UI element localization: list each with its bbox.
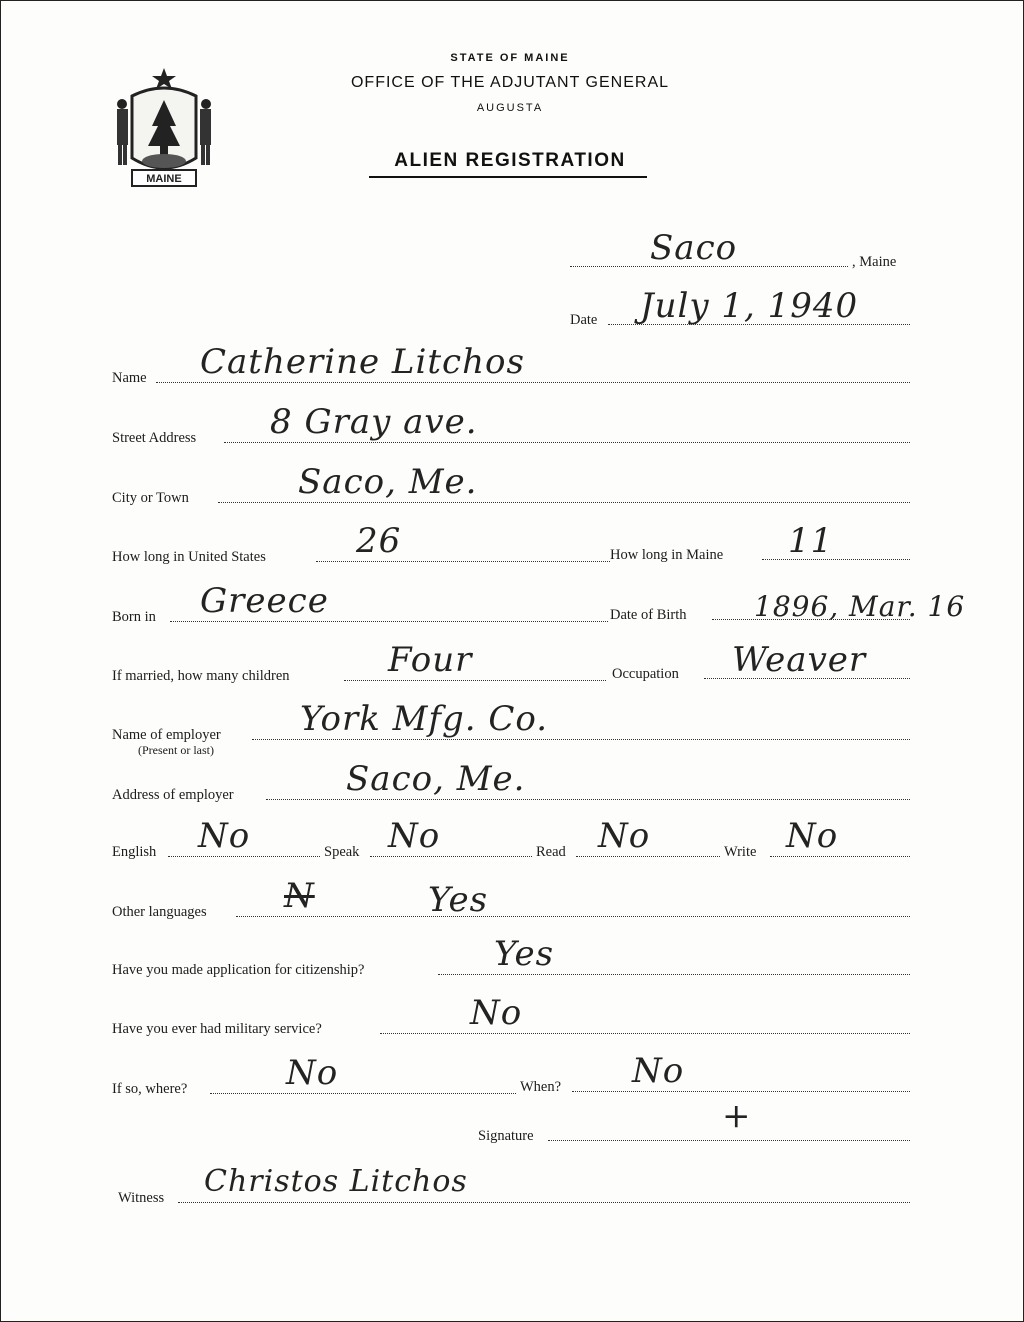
speak-entry: No: [388, 816, 441, 856]
where-line: [210, 1093, 516, 1094]
children-label: If married, how many children: [112, 668, 290, 684]
born-in-label: Born in: [112, 609, 156, 625]
english-label: English: [112, 844, 157, 860]
read-label: Read: [536, 844, 566, 860]
other-languages-line: [236, 916, 910, 917]
employer-line: [252, 739, 910, 740]
city-town-line: [218, 502, 910, 503]
citizenship-label: Have you made application for citizenship?: [112, 962, 365, 978]
witness-entry: Christos Litchos: [204, 1164, 468, 1199]
seal-banner-text: MAINE: [146, 173, 182, 185]
employer-entry: York Mfg. Co.: [300, 699, 549, 739]
how-long-us-line: [316, 561, 610, 562]
signature-mark: +: [722, 1096, 752, 1136]
street-label: Street Address: [112, 430, 197, 446]
military-line: [380, 1033, 910, 1034]
speak-line: [370, 856, 532, 857]
read-entry: No: [598, 816, 651, 856]
where-label: If so, where?: [112, 1081, 188, 1097]
how-long-maine-label: How long in Maine: [610, 547, 724, 563]
where-entry: No: [286, 1053, 339, 1093]
date-label: Date: [570, 312, 598, 328]
employer-address-label: Address of employer: [112, 787, 234, 803]
military-entry: No: [470, 993, 523, 1033]
date-entry: July 1, 1940: [640, 286, 859, 326]
city-heading: AUGUSTA: [476, 102, 544, 114]
children-entry: Four: [388, 640, 473, 680]
maine-label: , Maine: [852, 254, 897, 270]
witness-line: [178, 1202, 910, 1203]
office-heading: OFFICE OF THE ADJUTANT GENERAL: [350, 74, 670, 91]
signature-line: [548, 1140, 910, 1141]
read-line: [576, 856, 720, 857]
dob-label: Date of Birth: [610, 607, 687, 623]
town-entry: Saco: [650, 228, 738, 268]
when-label: When?: [520, 1079, 562, 1095]
speak-label: Speak: [324, 844, 360, 860]
employer-label: Name of employer: [112, 727, 221, 743]
military-label: Have you ever had military service?: [112, 1021, 322, 1037]
other-languages-entry: Yes: [428, 880, 489, 920]
citizenship-entry: Yes: [494, 934, 555, 974]
write-line: [770, 856, 910, 857]
how-long-maine-line: [762, 559, 910, 560]
how-long-maine-entry: 11: [788, 521, 834, 561]
signature-label: Signature: [478, 1128, 534, 1144]
street-line: [224, 442, 910, 443]
occupation-label: Occupation: [612, 666, 679, 682]
city-town-label: City or Town: [112, 490, 189, 506]
state-heading: STATE OF MAINE: [450, 52, 570, 64]
children-line: [344, 680, 606, 681]
other-languages-crossed-entry: N: [284, 876, 315, 916]
english-line: [168, 856, 320, 857]
other-languages-label: Other languages: [112, 904, 207, 920]
city-town-entry: Saco, Me.: [298, 462, 478, 502]
title-underline: [369, 176, 647, 178]
write-entry: No: [786, 816, 839, 856]
form-title: ALIEN REGISTRATION: [394, 150, 626, 171]
citizenship-line: [438, 974, 910, 975]
write-label: Write: [724, 844, 757, 860]
witness-label: Witness: [118, 1190, 165, 1206]
born-in-line: [170, 621, 608, 622]
street-entry: 8 Gray ave.: [270, 402, 478, 442]
employer-sublabel: (Present or last): [138, 743, 214, 757]
name-line: [156, 382, 910, 383]
employer-address-line: [266, 799, 910, 800]
name-entry: Catherine Litchos: [200, 342, 525, 382]
english-entry: No: [198, 816, 251, 856]
name-label: Name: [112, 370, 147, 386]
occupation-entry: Weaver: [732, 640, 867, 680]
when-entry: No: [632, 1051, 685, 1091]
when-line: [572, 1091, 910, 1092]
employer-address-entry: Saco, Me.: [346, 759, 526, 799]
born-in-entry: Greece: [200, 581, 329, 621]
how-long-us-label: How long in United States: [112, 549, 266, 565]
dob-entry: 1896, Mar. 16: [754, 590, 966, 623]
how-long-us-entry: 26: [356, 521, 402, 561]
